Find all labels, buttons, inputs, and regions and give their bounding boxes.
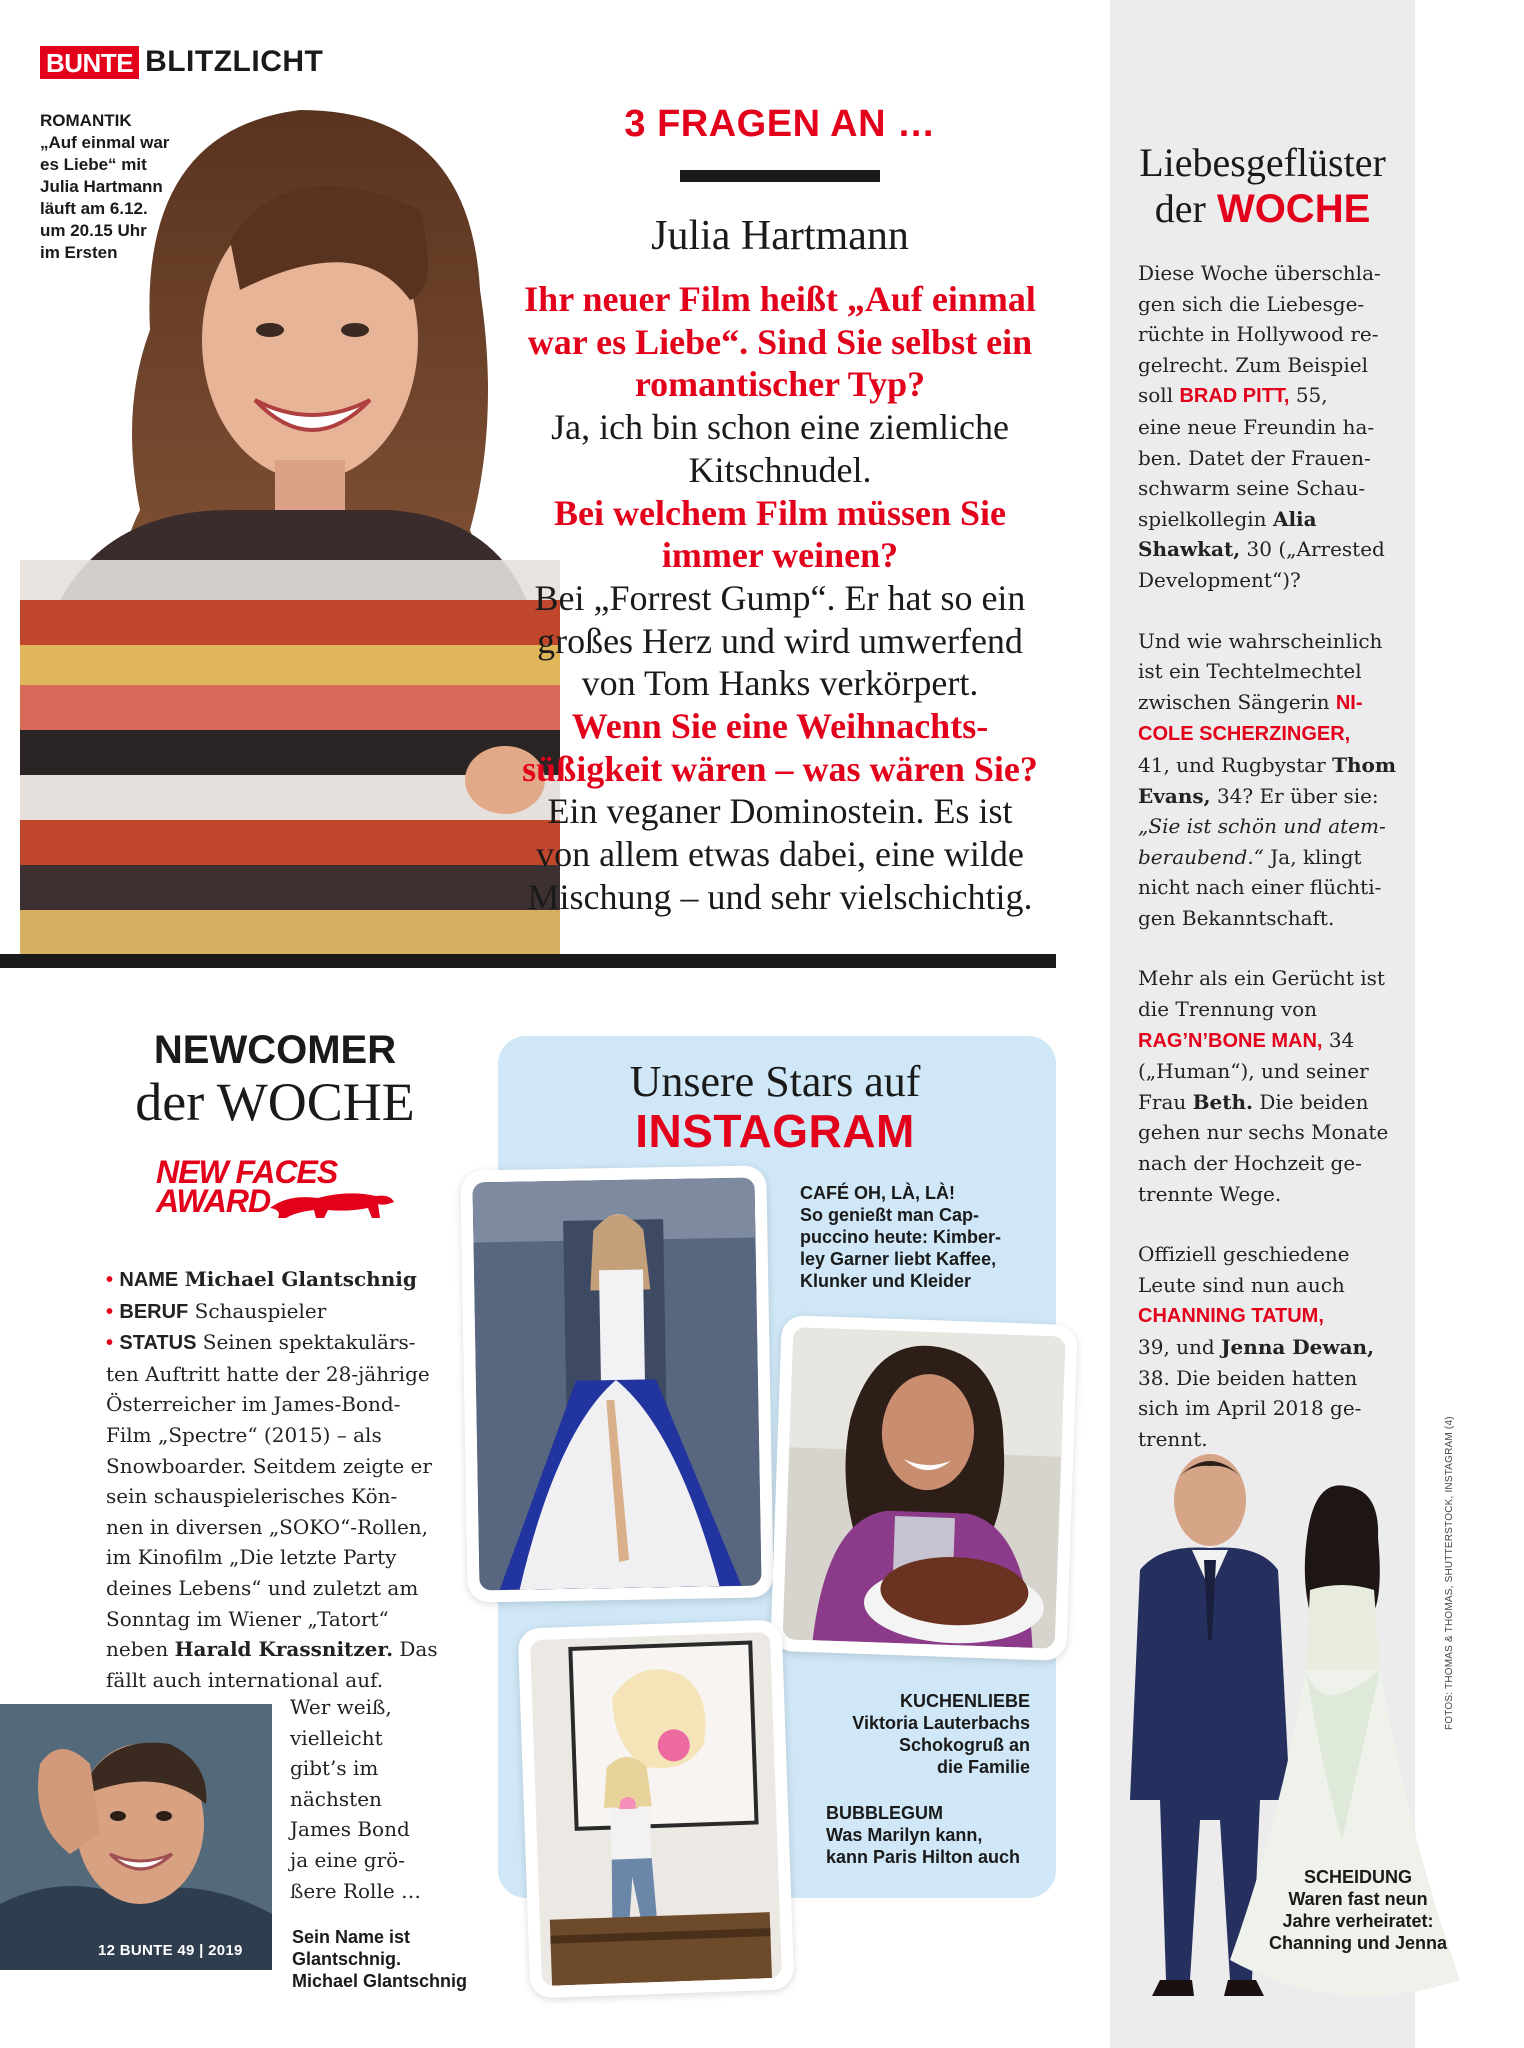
- sidebar-highlight: NI-: [1335, 691, 1363, 714]
- michael-caption-line: Glantschnig.: [292, 1949, 402, 1969]
- award-line2: AWARD: [156, 1183, 271, 1219]
- caption-line: Klunker und Kleider: [800, 1271, 972, 1291]
- question-line: süßigkeit wären – was wären Sie?: [522, 748, 1038, 789]
- sidebar-line: [1138, 504, 1408, 535]
- sidebar-line: [1138, 718, 1408, 750]
- answer-line: Mischung – und sehr vielschichtig.: [527, 876, 1033, 917]
- caption-line: Schokogruß an: [898, 1735, 1030, 1755]
- sidebar-line: [1138, 750, 1408, 781]
- bio-line: Österreicher im James-Bond-: [106, 1392, 401, 1417]
- sidebar-text-span: 30 („Arrested: [1246, 537, 1385, 562]
- bio-neben-suffix: Das: [399, 1637, 438, 1662]
- instagram-title-line2: INSTAGRAM: [635, 1105, 915, 1157]
- sidebar-text-span: 41, und Rugbystar: [1138, 752, 1326, 777]
- sidebar-bold: Jenna Dewan,: [1221, 1335, 1375, 1359]
- sidebar-text-span: Die beiden: [1259, 1089, 1369, 1114]
- bio-line: fällt auch international auf.: [106, 1667, 384, 1692]
- bio-name: • NAME Michael Glantschnig: [106, 1267, 417, 1291]
- caption-head: CAFÉ OH, LÀ, LÀ!: [800, 1183, 955, 1203]
- interview-block: [500, 100, 1060, 919]
- answer-line: Ein veganer Dominostein. Es ist: [547, 791, 1013, 832]
- sidebar-line: nicht nach einer flüchti-: [1138, 875, 1382, 900]
- michael-photo-caption: [292, 1926, 492, 1992]
- sidebar-line: [1138, 781, 1408, 812]
- romantik-line: um 20.15 Uhr: [40, 221, 147, 240]
- romantik-line: Julia Hartmann: [40, 177, 163, 196]
- newcomer-bio-tail: [290, 1692, 450, 1906]
- section-title: BLITZLICHT: [145, 45, 324, 78]
- sidebar-line: [1138, 1025, 1408, 1057]
- instagram-caption-cafe: [800, 1182, 1040, 1292]
- michael-caption-line: Michael Glantschnig: [292, 1971, 468, 1991]
- bio-status: • STATUS Seinen spektakulärs-: [106, 1330, 416, 1355]
- romantik-line: im Ersten: [40, 243, 118, 262]
- bio-tail-line: gibt’s im: [290, 1756, 379, 1781]
- bio-tail-line: ßere Rolle …: [290, 1878, 422, 1903]
- sidebar-line: [1138, 811, 1408, 842]
- michael-caption-line: Sein Name ist: [292, 1927, 411, 1947]
- sidebar-title-line2: [1110, 186, 1415, 232]
- bio-line: deines Lebens“ und zuletzt am: [106, 1575, 419, 1600]
- question-line: romantischer Typ?: [634, 364, 926, 405]
- interview-rule: [680, 170, 880, 182]
- caption-line: ley Garner liebt Kaffee,: [800, 1249, 997, 1269]
- sidebar-bold: Alia: [1272, 506, 1317, 531]
- instagram-photo-viktoria: [770, 1315, 1078, 1661]
- sidebar-text-span: 39, und: [1138, 1335, 1215, 1359]
- instagram-photo-paris: [518, 1620, 795, 1999]
- sidebar-line: [1138, 534, 1408, 565]
- romantik-label: ROMANTIK: [40, 111, 132, 130]
- instagram-title-line1: Unsere Stars auf: [629, 1057, 921, 1106]
- answer-3: [500, 790, 1060, 918]
- caption-head: KUCHENLIEBE: [899, 1691, 1030, 1711]
- bio-status-first: Seinen spektakulärs-: [202, 1330, 416, 1355]
- bio-neben-name: Harald Krassnitzer.: [174, 1637, 394, 1662]
- sidebar-line: [1138, 1087, 1408, 1118]
- sidebar-line: ist ein Techtelmechtel: [1138, 659, 1362, 684]
- caption-line: Jahre verheiratet:: [1282, 1911, 1434, 1931]
- answer-line: Bei „Forrest Gump“. Er hat so ein: [534, 577, 1026, 618]
- sidebar-line: Offiziell geschiedene: [1138, 1242, 1350, 1267]
- bio-beruf: • BERUF Schauspieler: [106, 1298, 327, 1323]
- sidebar-line: Mehr als ein Gerücht ist: [1138, 966, 1385, 991]
- instagram-caption-bubblegum: [826, 1802, 1046, 1868]
- panther-icon: [268, 1186, 396, 1220]
- sidebar-line: gen Bekanntschaft.: [1138, 905, 1335, 930]
- newcomer-bio: [106, 1264, 451, 1695]
- brand-logo: BUNTE: [40, 46, 139, 79]
- instagram-photo-kimberley: [460, 1165, 773, 1602]
- sidebar-title-woche: WOCHE: [1216, 187, 1371, 231]
- question-line: Wenn Sie eine Weihnachts-: [571, 706, 989, 747]
- sidebar-line: die Trennung von: [1138, 997, 1318, 1022]
- sidebar-line: [1138, 1300, 1408, 1332]
- sidebar-line: trennt.: [1138, 1426, 1208, 1451]
- answer-2: [500, 577, 1060, 705]
- bio-line: sein schauspielerisches Kön-: [106, 1484, 398, 1509]
- instagram-title: [540, 1058, 1010, 1156]
- bio-beruf-label: BERUF: [119, 1300, 189, 1323]
- sidebar-paragraph-1: [1138, 258, 1408, 596]
- sidebar-line: Diese Woche überschla-: [1138, 261, 1381, 285]
- romantik-line: „Auf einmal war: [40, 133, 170, 152]
- bio-tail-line: James Bond: [290, 1817, 410, 1842]
- bio-tail-line: vielleicht: [290, 1725, 383, 1750]
- sidebar-line: [1138, 842, 1408, 873]
- award-line1: NEW FACES: [156, 1154, 338, 1190]
- bio-status-label: STATUS: [119, 1332, 197, 1355]
- caption-line: kann Paris Hilton auch: [826, 1847, 1021, 1867]
- caption-head: BUBBLEGUM: [826, 1803, 943, 1823]
- question-2: [500, 492, 1060, 577]
- bio-tail-line: nächsten: [290, 1786, 382, 1811]
- answer-line: Kitschnudel.: [688, 449, 872, 490]
- sidebar-highlight: CHANNING TATUM,: [1138, 1305, 1324, 1328]
- newcomer-title: [110, 1028, 440, 1132]
- bio-line: Film „Spectre“ (2015) – als: [106, 1422, 382, 1447]
- newcomer-title-line1: NEWCOMER: [153, 1028, 397, 1072]
- new-faces-award-logo: [156, 1154, 396, 1220]
- sidebar-text-span: spielkollegin: [1138, 506, 1267, 531]
- section-divider: [0, 954, 1056, 968]
- photo-credit: FOTOS: THOMAS & THOMAS, SHUTTERSTOCK, INSTAGRAM (4): [1444, 1416, 1455, 1730]
- interview-name: Julia Hartmann: [651, 213, 909, 259]
- bio-name-label: NAME: [119, 1269, 179, 1291]
- bio-line: ten Auftritt hatte der 28-jährige: [106, 1361, 430, 1386]
- answer-line: von Tom Hanks verkörpert.: [581, 663, 979, 704]
- sidebar-paragraph-3: [1138, 963, 1408, 1209]
- sidebar-line: Und wie wahrscheinlich: [1138, 628, 1383, 653]
- sidebar-bold: Thom: [1332, 752, 1397, 777]
- sidebar-line: gelrecht. Zum Beispiel: [1138, 352, 1368, 377]
- bio-beruf-value: Schauspieler: [194, 1298, 327, 1323]
- bio-line: Snowboarder. Seitdem zeigte er: [106, 1453, 432, 1478]
- caption-line: Channing und Jenna: [1269, 1933, 1447, 1953]
- bio-line: nen in diversen „SOKO“-Rollen,: [106, 1514, 429, 1539]
- answer-line: großes Herz und wird umwerfend: [537, 620, 1023, 661]
- sidebar-line: Development“)?: [1138, 567, 1301, 592]
- sidebar-highlight: COLE SCHERZINGER,: [1138, 723, 1351, 746]
- sidebar-line: gehen nur sechs Monate: [1138, 1120, 1389, 1145]
- sidebar-line: schwarm seine Schau-: [1138, 476, 1366, 501]
- sidebar-line: 38. Die beiden hatten: [1138, 1365, 1358, 1390]
- sidebar-line: Leute sind nun auch: [1138, 1272, 1345, 1297]
- sidebar-text: [1138, 258, 1408, 1454]
- sidebar-line: nach der Hochzeit ge-: [1138, 1151, 1362, 1176]
- caption-line: puccino heute: Kimber-: [800, 1227, 1002, 1247]
- sidebar-title-der: der: [1154, 186, 1206, 231]
- sidebar-quote: beraubend.“: [1138, 844, 1264, 869]
- folio: 12 BUNTE 49 | 2019: [98, 1942, 243, 1959]
- caption-line: Viktoria Lauterbachs: [852, 1713, 1030, 1733]
- answer-line: von allem etwas dabei, eine wilde: [536, 834, 1024, 875]
- bio-neben: neben: [106, 1637, 169, 1662]
- bio-tail-line: ja eine grö-: [290, 1847, 405, 1872]
- question-3: [500, 705, 1060, 790]
- answer-line: Ja, ich bin schon eine ziemliche: [551, 407, 1009, 448]
- channing-jenna-caption: [1238, 1866, 1478, 1954]
- caption-head: SCHEIDUNG: [1303, 1867, 1412, 1887]
- caption-line: Was Marilyn kann,: [826, 1825, 983, 1845]
- sidebar-text-span: 34: [1328, 1027, 1355, 1052]
- michael-glantschnig-photo: [0, 1704, 272, 1970]
- question-line: war es Liebe“. Sind Sie selbst ein: [527, 321, 1033, 362]
- sidebar-text-span: Frau: [1138, 1089, 1187, 1114]
- sidebar-bold: Beth.: [1192, 1089, 1253, 1114]
- question-line: Ihr neuer Film heißt „Auf einmal: [524, 279, 1036, 319]
- sidebar-text-span: soll: [1138, 383, 1174, 408]
- sidebar-text-span: Ja, klingt: [1270, 844, 1362, 869]
- sidebar-line: [1138, 380, 1408, 412]
- sidebar-text-span: 34? Er über sie:: [1216, 783, 1379, 808]
- caption-line: die Familie: [936, 1757, 1030, 1777]
- interview-kicker: 3 FRAGEN AN …: [624, 103, 936, 145]
- sidebar-line: [1138, 687, 1408, 719]
- sidebar-line: („Human“), und seiner: [1138, 1059, 1369, 1084]
- bio-line: [106, 1634, 451, 1665]
- caption-line: So genießt man Cap-: [800, 1205, 980, 1225]
- sidebar-quote: „Sie ist schön und atem-: [1138, 814, 1386, 839]
- header: [40, 44, 323, 80]
- sidebar-bold: Evans,: [1138, 783, 1211, 808]
- caption-line: Waren fast neun: [1288, 1889, 1428, 1909]
- sidebar-line: trennte Wege.: [1138, 1181, 1282, 1206]
- sidebar-line: gen sich die Liebesge-: [1138, 291, 1365, 316]
- instagram-caption-kuchenliebe: [800, 1690, 1030, 1778]
- sidebar-text-span: zwischen Sängerin: [1138, 689, 1330, 714]
- sidebar-highlight: BRAD PITT,: [1179, 385, 1290, 408]
- question-line: Bei welchem Film müssen Sie: [554, 492, 1006, 533]
- answer-1: [500, 406, 1060, 491]
- sidebar-bold: Shawkat,: [1138, 537, 1241, 562]
- sidebar-line: rüchte in Hollywood re-: [1138, 322, 1379, 347]
- newcomer-title-line2: der WOCHE: [135, 1072, 415, 1132]
- sidebar-line: ben. Datet der Frauen-: [1138, 445, 1371, 470]
- question-1: [500, 278, 1060, 406]
- bio-name-value: Michael Glantschnig: [184, 1267, 417, 1291]
- romantik-line: läuft am 6.12.: [40, 199, 148, 218]
- sidebar-line: [1138, 1332, 1408, 1363]
- romantik-caption: [40, 110, 190, 264]
- sidebar-line: eine neue Freundin ha-: [1138, 414, 1375, 439]
- sidebar-title-line1: Liebesgeflüster: [1139, 140, 1386, 185]
- sidebar-title: [1110, 140, 1415, 232]
- bio-line: Sonntag im Wiener „Tatort“: [106, 1606, 389, 1631]
- romantik-line: es Liebe“ mit: [40, 155, 147, 174]
- sidebar-paragraph-2: [1138, 626, 1408, 934]
- question-line: immer weinen?: [661, 535, 899, 576]
- sidebar-highlight: RAG’N’BONE MAN,: [1138, 1029, 1323, 1052]
- bio-line: im Kinofilm „Die letzte Party: [106, 1545, 397, 1570]
- sidebar-text-span: 55,: [1295, 383, 1328, 408]
- sidebar-line: sich im April 2018 ge-: [1138, 1396, 1362, 1421]
- bio-tail-line: Wer weiß,: [290, 1695, 392, 1719]
